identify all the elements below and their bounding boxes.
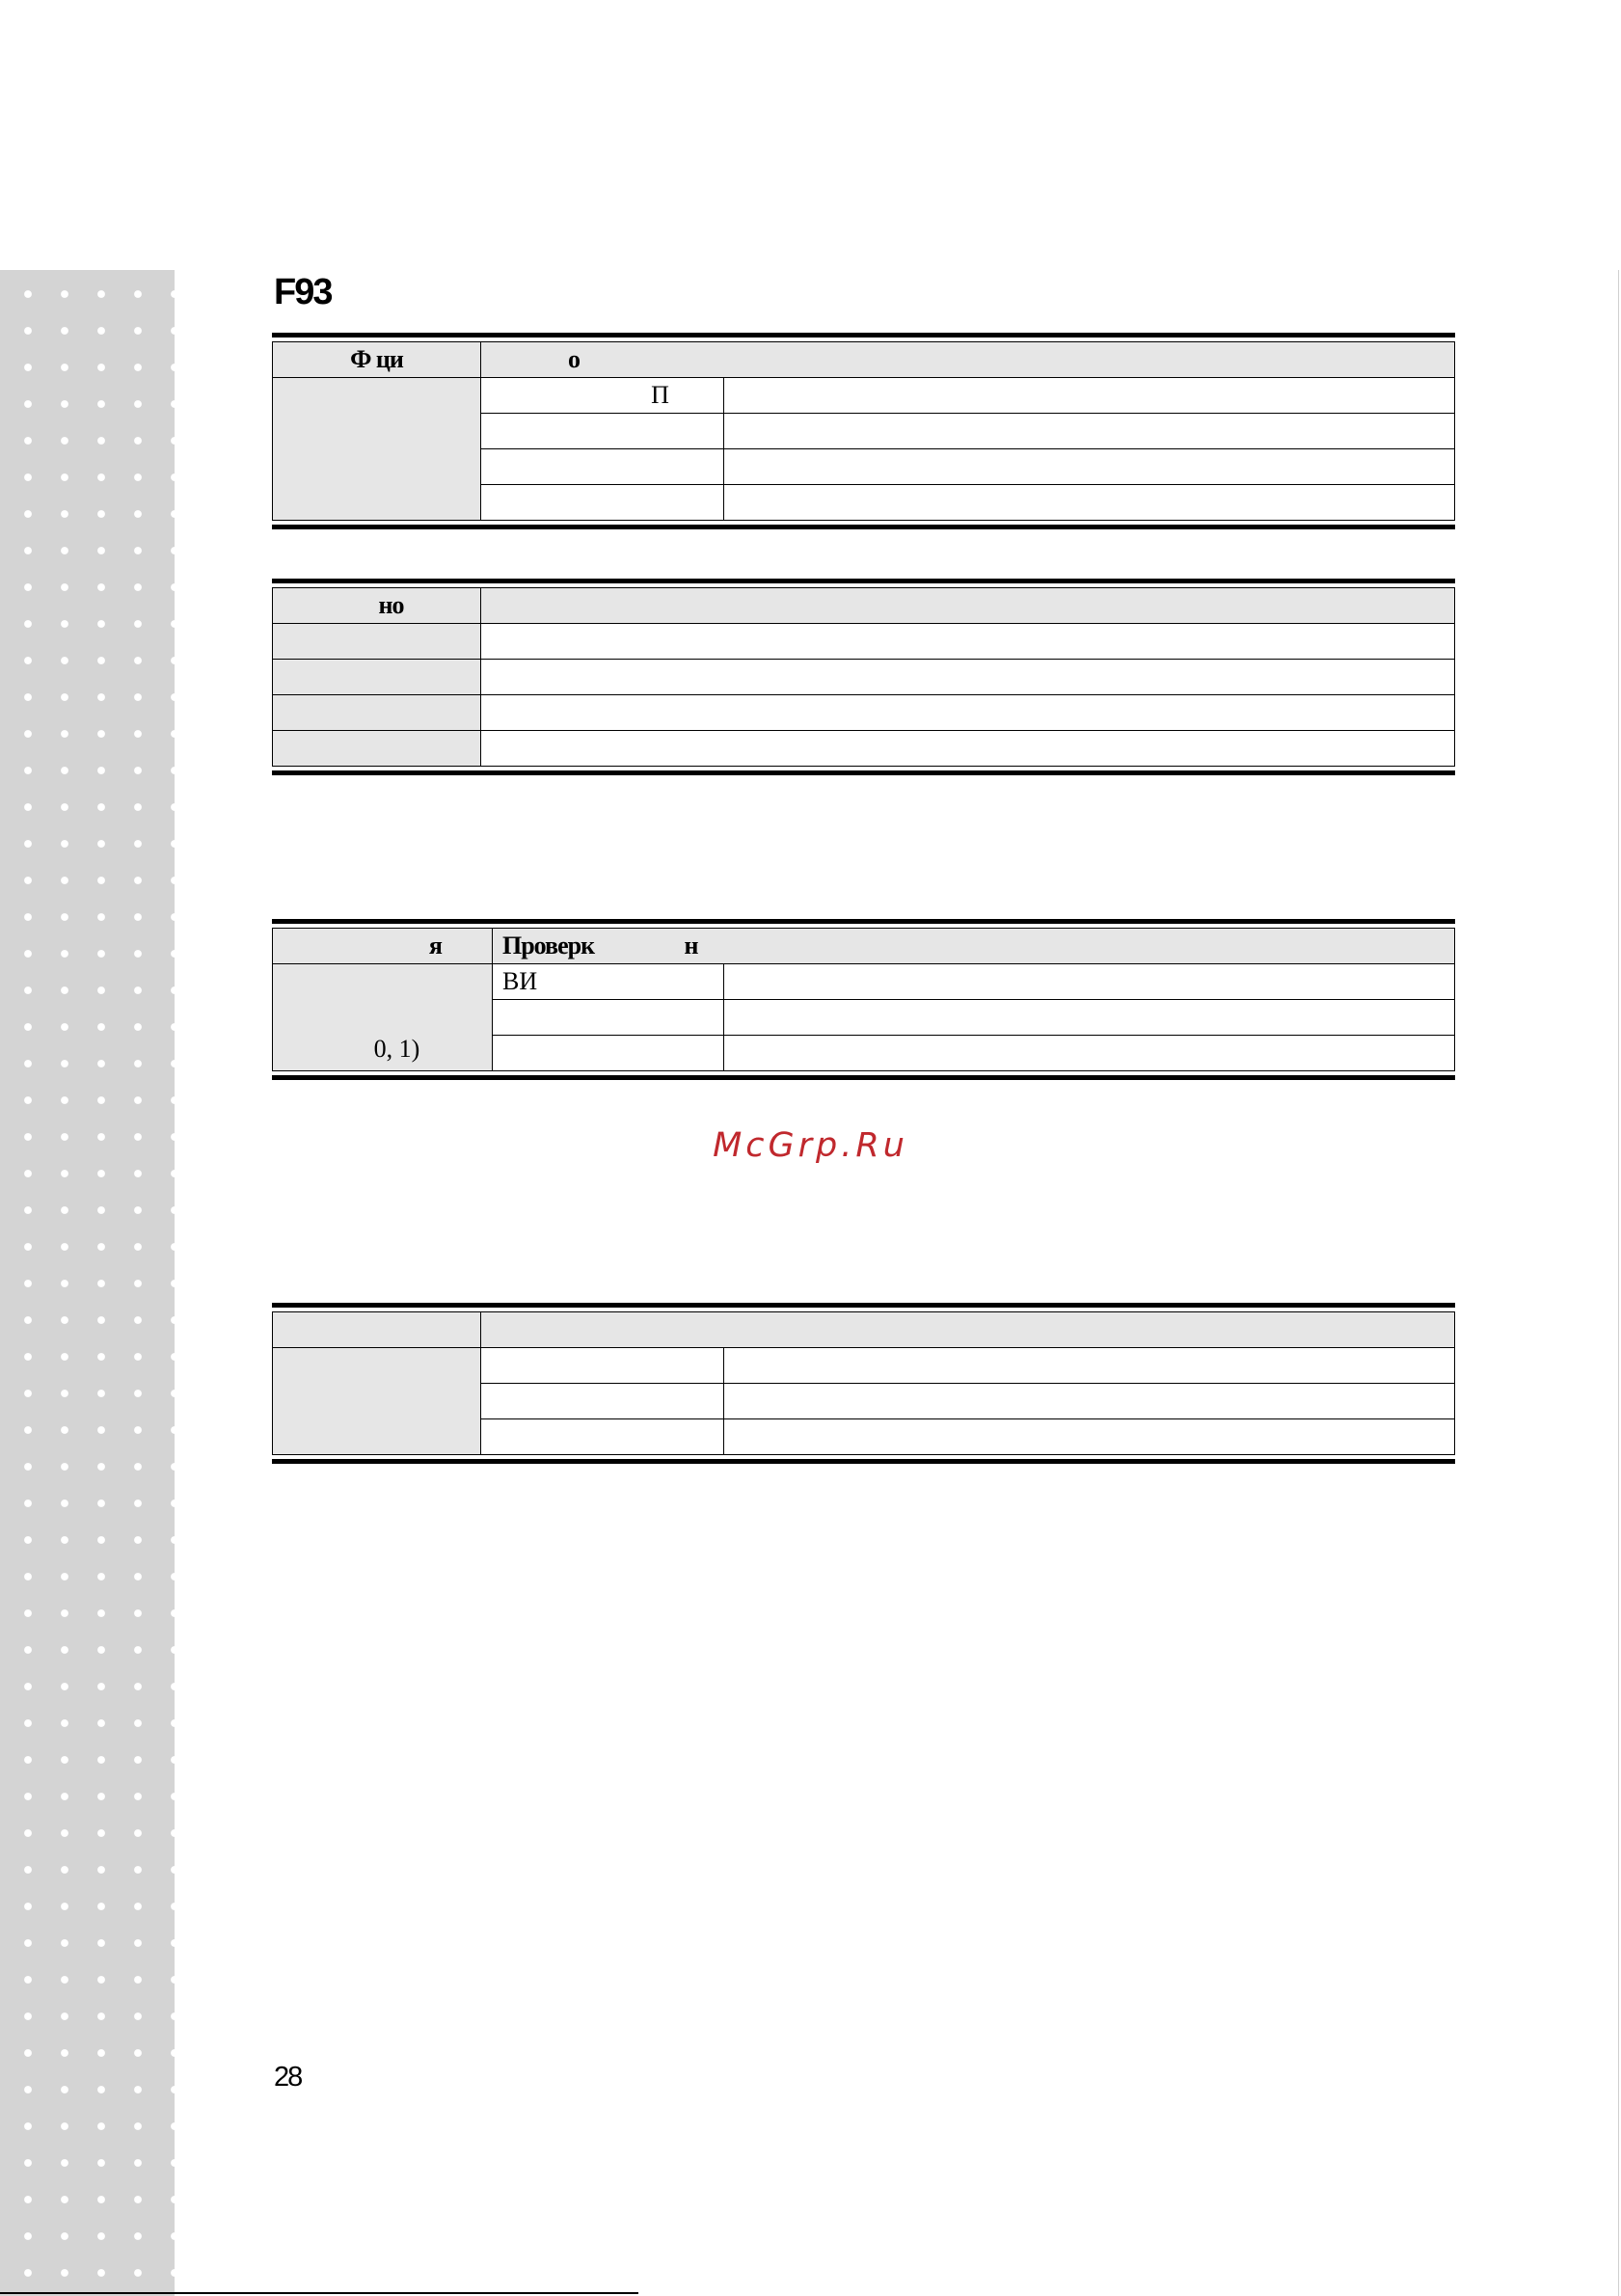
- table-cell: [481, 1419, 724, 1455]
- table-cell: [724, 1419, 1455, 1455]
- table-row: [273, 660, 1455, 695]
- table-row: [273, 731, 1455, 767]
- table-header-cell: [481, 588, 1455, 624]
- table-header-cell: [273, 1312, 481, 1348]
- table-cell: ВИ: [493, 964, 724, 1000]
- table-header-row: [273, 342, 1455, 378]
- right-margin-rule: [1618, 270, 1619, 2296]
- table-cell: [724, 1036, 1455, 1071]
- table-row: [273, 695, 1455, 731]
- section-title: F93: [274, 272, 332, 312]
- table-header-cell: я: [273, 929, 493, 964]
- table-cell: [724, 1000, 1455, 1036]
- table-cell: [481, 1384, 724, 1419]
- table-row-label: [273, 378, 481, 521]
- table-cell: [724, 449, 1455, 485]
- table-header-cell: о: [481, 342, 1455, 378]
- settings-table: [272, 579, 1455, 775]
- table-header-row: [273, 929, 1455, 964]
- table-cell: [724, 414, 1455, 449]
- page-number: 28: [274, 2062, 302, 2093]
- table-cell: П: [481, 378, 724, 414]
- table-row-label: [273, 660, 481, 695]
- table-cell: [481, 485, 724, 521]
- table-cell: [724, 485, 1455, 521]
- dotted-sidebar: [0, 270, 175, 2296]
- table-row: [273, 1348, 1455, 1384]
- footer-rule: [0, 2292, 638, 2294]
- table-row-label: [273, 731, 481, 767]
- table-header-row: [273, 588, 1455, 624]
- table-cell: [481, 660, 1455, 695]
- table-cell: [481, 1348, 724, 1384]
- table-cell: [481, 449, 724, 485]
- options-table: [272, 1303, 1455, 1464]
- table-row-label: [273, 624, 481, 660]
- table-row: [273, 624, 1455, 660]
- table-header-row: [273, 1312, 1455, 1348]
- table-header-cell: Ф ци: [273, 342, 481, 378]
- table-cell: [724, 378, 1455, 414]
- table-row-label: [273, 695, 481, 731]
- table-cell: [724, 964, 1455, 1000]
- table-cell: [724, 1348, 1455, 1384]
- table-cell: [481, 695, 1455, 731]
- table-row-label: 0, 1): [273, 964, 493, 1071]
- table-header-cell: Проверк н: [493, 929, 1455, 964]
- watermark: McGrp.Ru: [713, 1126, 908, 1165]
- table-header-cell: но: [273, 588, 481, 624]
- function-table: [272, 333, 1455, 529]
- table-row-label: [273, 1348, 481, 1455]
- table-row: [273, 964, 1455, 1000]
- table-cell: [481, 414, 724, 449]
- table-cell: [493, 1036, 724, 1071]
- table-cell: [493, 1000, 724, 1036]
- table-header-cell: [481, 1312, 1455, 1348]
- table-row: [273, 378, 1455, 414]
- check-table: [272, 919, 1455, 1080]
- table-cell: [724, 1384, 1455, 1419]
- table-cell: [481, 731, 1455, 767]
- table-cell: [481, 624, 1455, 660]
